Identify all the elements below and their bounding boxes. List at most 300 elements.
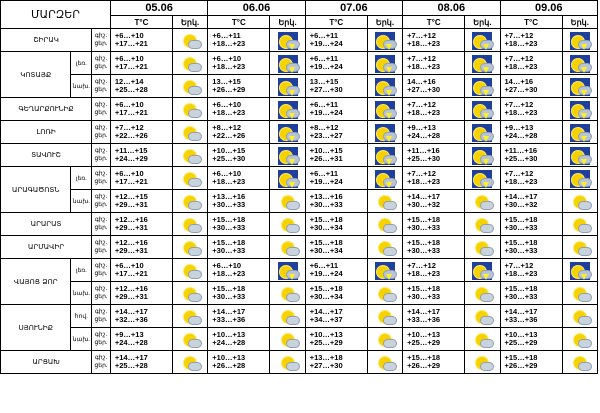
date-header: 05.06 [110,1,207,16]
night-temp: 12…+14 [114,77,144,86]
weather-cell [465,144,500,167]
region-name: ԱՐԱՐԱՏ [1,213,92,236]
day-temp: +29…+31 [114,200,148,209]
night-temp: +10…+13 [309,330,343,339]
weather-cell [465,29,500,52]
day-temp: +30…+33 [504,246,538,255]
temp-col-header: T°C [403,16,465,29]
temperature-cell [500,29,562,52]
weather-cell [173,98,208,121]
night-temp: +11…+16 [407,146,440,155]
weather-cell [270,190,305,213]
temperature-cell [403,121,465,144]
partly-cloudy-icon [375,331,395,349]
weather-cell [367,213,402,236]
night-temp: +11…+15 [114,146,148,155]
night-temp: +13…+16 [212,192,246,201]
day-label: ցեր. [94,179,108,185]
night-temp: +6…+11 [309,261,339,270]
day-temp: +29…+31 [114,246,148,255]
thunderstorm-icon [375,78,395,96]
temperature-cell [305,52,367,75]
weather-cell [367,98,402,121]
weather-cell [173,144,208,167]
night-temp: +15…+18 [407,353,441,362]
temperature-cell [110,259,172,282]
day-label: ցեր. [94,133,108,139]
night-temp: +7…+12 [407,31,436,40]
date-header: 09.06 [500,1,598,16]
temperature-cell [500,121,562,144]
temperature-cell [305,144,367,167]
partly-cloudy-icon [180,170,200,188]
temperature-cell [305,213,367,236]
time-labels [92,75,111,98]
weather-cell [367,236,402,259]
temperature-cell [500,328,562,351]
region-name: ԱՐՑԱԽ [1,351,92,374]
weather-cell [173,121,208,144]
weather-cell [270,213,305,236]
weather-cell [562,282,597,305]
day-temp: +18…+23 [504,39,538,48]
night-temp: +15…+18 [309,215,343,224]
night-temp: +15…+18 [309,238,343,247]
day-temp: +29…+31 [114,292,148,301]
weather-cell [367,259,402,282]
night-temp: +13…+16 [309,192,343,201]
night-temp: +6…+11 [212,31,241,40]
day-label: ցեր. [94,271,108,277]
temperature-cell [110,328,172,351]
day-temp: +18…+23 [212,269,246,278]
day-temp: +30…+33 [407,223,441,232]
night-temp: +7…+12 [504,169,534,178]
temperature-cell [403,29,465,52]
day-label: ցեր. [94,248,108,254]
night-temp: +14…+17 [212,307,246,316]
day-temp: +18…+23 [504,62,538,71]
night-temp: +6…+11 [309,31,339,40]
partly-cloudy-icon [180,147,200,165]
temperature-cell [208,75,270,98]
temp-col-header: T°C [305,16,367,29]
night-temp: +14…+17 [407,192,441,201]
thunderstorm-icon [375,55,395,73]
temperature-cell [110,167,172,190]
night-temp: +15…+18 [212,284,246,293]
day-temp: +24…+28 [504,131,538,140]
region-name: ՎԱՅՈՑ ՁՈՐ [1,259,71,305]
day-temp: +30…+34 [309,223,343,232]
temperature-cell [403,259,465,282]
night-label: գիշ. [94,355,108,361]
weather-cell [465,213,500,236]
day-temp: +24…+28 [407,131,441,140]
temperature-cell [208,351,270,374]
day-label: ցեր. [94,156,108,162]
night-temp: +14…+17 [504,307,538,316]
thunderstorm-icon [570,147,590,165]
day-temp: +30…+33 [504,223,538,232]
time-labels [92,144,111,167]
night-temp: +6…+10 [212,100,242,109]
partly-cloudy-icon [570,354,590,372]
thunderstorm-icon [472,55,492,73]
partly-cloudy-icon [180,331,200,349]
temperature-cell [208,98,270,121]
partly-cloudy-icon [278,308,298,326]
temperature-cell [305,351,367,374]
partly-cloudy-icon [278,285,298,303]
partly-cloudy-icon [472,239,492,257]
temperature-cell [110,29,172,52]
weather-cell [465,259,500,282]
weather-cell [270,98,305,121]
temperature-cell [403,52,465,75]
temperature-cell [403,75,465,98]
weather-cell [465,236,500,259]
day-temp: +18…+23 [504,269,538,278]
region-name: ԼՈՌԻ [1,121,92,144]
subregion-label: նախ. [71,328,92,351]
time-labels [92,167,111,190]
day-temp: +22…+26 [114,131,148,140]
weather-cell [465,282,500,305]
night-temp: +6…+11 [309,169,339,178]
partly-cloudy-icon [278,239,298,257]
weather-cell [465,351,500,374]
temperature-cell [110,98,172,121]
day-temp: +34…+37 [309,315,343,324]
night-temp: +7…+12 [504,100,534,109]
subregion-label: նախ. [71,190,92,213]
region-name: ԱՐԱԳԱԾՈՏՆ [1,167,71,213]
temp-col-header: T°C [500,16,562,29]
partly-cloudy-icon [375,308,395,326]
weather-cell [173,282,208,305]
weather-cell [270,328,305,351]
forecast-row [1,98,598,121]
night-temp: +6…+10 [212,54,242,63]
day-temp: +24…+28 [114,338,148,347]
temperature-cell [403,144,465,167]
temperature-cell [305,190,367,213]
day-temp: +18…+23 [407,177,441,186]
temperature-cell [208,121,270,144]
day-label: ցեր. [94,363,108,369]
temperature-cell [208,144,270,167]
thunderstorm-icon [472,32,492,50]
temperature-cell [403,167,465,190]
thunderstorm-icon [278,170,298,188]
day-label: ցեր. [94,110,108,116]
partly-cloudy-icon [180,101,200,119]
partly-cloudy-icon [180,55,200,73]
forecast-row [1,75,598,98]
region-name: ՏԱՎՈՒՇ [1,144,92,167]
partly-cloudy-icon [570,239,590,257]
forecast-row [1,259,598,282]
day-temp: +18…+23 [504,108,538,117]
partly-cloudy-icon [570,193,590,211]
day-temp: +17…+21 [114,39,148,48]
thunderstorm-icon [570,101,590,119]
date-header: 08.06 [403,1,500,16]
time-labels [92,52,111,75]
day-temp: +27…+30 [407,85,441,94]
night-temp: +15…+18 [212,215,246,224]
night-temp: +15…+18 [504,215,538,224]
weather-cell [270,29,305,52]
thunderstorm-icon [570,124,590,142]
time-labels [92,98,111,121]
weather-cell [562,98,597,121]
day-temp: +18…+23 [407,269,441,278]
thunderstorm-icon [278,147,298,165]
night-temp: +8…+12 [309,123,339,132]
night-temp: +14…+17 [407,307,441,316]
temperature-cell [403,213,465,236]
night-temp: 13…+15 [309,77,339,86]
weather-cell [173,259,208,282]
region-name: ԿՈՏԱՅՔ [1,52,71,98]
day-temp: +19…+24 [309,62,343,71]
night-temp: +7…+12 [504,54,534,63]
weather-cell [270,236,305,259]
weather-cell [173,328,208,351]
weather-cell [367,305,402,328]
day-temp: +19…+24 [309,177,343,186]
weather-cell [270,121,305,144]
partly-cloudy-icon [180,32,200,50]
night-temp: +15…+18 [504,284,538,293]
temperature-cell [403,328,465,351]
subregion-label: նախ. [71,75,92,98]
temperature-cell [500,213,562,236]
region-name: ՇԻՐԱԿ [1,29,92,52]
temperature-cell [500,236,562,259]
night-label: գիշ. [94,56,108,62]
temperature-cell [305,167,367,190]
night-temp: +10…+15 [309,146,343,155]
partly-cloudy-icon [278,354,298,372]
night-temp: +6…+10 [114,100,144,109]
temperature-cell [305,236,367,259]
weather-cell [465,121,500,144]
weather-cell [173,213,208,236]
temperature-cell [500,75,562,98]
weather-cell [465,98,500,121]
weather-cell [367,75,402,98]
weather-cell [562,236,597,259]
temperature-cell [500,52,562,75]
night-temp: +6…+10 [114,169,144,178]
time-labels [92,213,111,236]
day-temp: +33…+36 [212,315,246,324]
weather-col-header: Երկ. [270,16,305,29]
night-temp: +6…+10 [114,54,144,63]
forecast-row [1,236,598,259]
day-temp: +25…+29 [407,338,441,347]
night-label: գիշ. [94,102,108,108]
time-labels [92,259,111,282]
weather-cell [173,75,208,98]
night-temp: +15…+18 [407,238,441,247]
partly-cloudy-icon [180,239,200,257]
night-label: գիշ. [94,263,108,269]
weather-cell [562,213,597,236]
night-label: գիշ. [94,33,108,39]
day-temp: +23…+27 [309,131,343,140]
night-temp: +6…+11 [309,54,339,63]
day-temp: +29…+31 [114,223,148,232]
day-temp: +25…+30 [504,154,538,163]
temperature-cell [110,144,172,167]
weather-cell [270,305,305,328]
thunderstorm-icon [375,170,395,188]
day-temp: +18…+23 [212,108,246,117]
night-temp: +14…+17 [504,192,538,201]
thunderstorm-icon [278,101,298,119]
temperature-cell [403,190,465,213]
night-temp: +6…+11 [309,100,339,109]
thunderstorm-icon [375,147,395,165]
night-temp: +7…+12 [114,123,144,132]
weather-cell [173,167,208,190]
night-temp: +15…+18 [407,215,441,224]
night-label: գիշ. [94,309,108,315]
night-label: գիշ. [94,148,108,154]
weather-cell [367,29,402,52]
weather-cell [562,259,597,282]
partly-cloudy-icon [278,216,298,234]
subregion-label: լեռ. [71,52,92,75]
day-label: ցեր. [94,340,108,346]
day-temp: +30…+33 [212,292,246,301]
day-temp: +27…+30 [309,85,343,94]
time-labels [92,305,111,328]
weather-cell [562,52,597,75]
weather-cell [562,144,597,167]
day-temp: +32…+36 [114,315,148,324]
night-temp: +9…+13 [114,330,144,339]
partly-cloudy-icon [375,216,395,234]
weather-cell [465,328,500,351]
temperature-cell [208,190,270,213]
regions-header: ՄԱՐԶԵՐ [1,1,111,29]
night-temp: +14…+17 [114,307,148,316]
weather-col-header: Երկ. [173,16,208,29]
temperature-cell [110,351,172,374]
day-label: ցեր. [94,64,108,70]
day-temp: +24…+29 [114,154,148,163]
night-label: գիշ. [94,171,108,177]
forecast-row [1,190,598,213]
night-temp: +7…+12 [407,100,436,109]
forecast-row [1,305,598,328]
time-labels [92,190,111,213]
night-label: գիշ. [94,286,108,292]
temperature-cell [500,190,562,213]
partly-cloudy-icon [570,285,590,303]
day-temp: +19…+24 [309,269,343,278]
day-temp: +33…+36 [407,315,441,324]
day-temp: +30…+33 [212,200,246,209]
night-temp: +15…+18 [407,284,441,293]
partly-cloudy-icon [180,193,200,211]
thunderstorm-icon [375,101,395,119]
thunderstorm-icon [570,55,590,73]
day-temp: +30…+33 [407,246,441,255]
weather-cell [465,305,500,328]
weather-cell [562,351,597,374]
thunderstorm-icon [570,78,590,96]
temperature-cell [110,236,172,259]
night-temp: +7…+12 [504,261,534,270]
temperature-cell [403,282,465,305]
forecast-row [1,29,598,52]
temperature-cell [208,282,270,305]
region-name: ՍՅՈՒՆԻՔ [1,305,71,351]
subregion-label: նախ. [71,282,92,305]
weather-cell [270,351,305,374]
forecast-row [1,328,598,351]
temperature-cell [110,282,172,305]
temperature-cell [403,98,465,121]
night-temp: 14…+16 [407,77,436,86]
night-temp: +7…+12 [504,31,534,40]
weather-cell [562,328,597,351]
weather-cell [465,75,500,98]
partly-cloudy-icon [570,308,590,326]
day-temp: +26…+29 [504,361,538,370]
weather-cell [367,190,402,213]
temperature-cell [500,351,562,374]
day-temp: +26…+28 [212,361,246,370]
day-temp: +33…+36 [504,315,538,324]
thunderstorm-icon [375,262,395,280]
time-labels [92,282,111,305]
night-temp: +14…+17 [309,307,343,316]
thunderstorm-icon [472,262,492,280]
night-temp: +14…+17 [114,353,148,362]
temperature-cell [110,121,172,144]
weather-cell [465,190,500,213]
day-temp: +25…+29 [309,338,343,347]
day-temp: +22…+26 [212,131,246,140]
temperature-cell [500,98,562,121]
temperature-cell [500,282,562,305]
partly-cloudy-icon [472,331,492,349]
day-temp: +25…+29 [504,338,538,347]
weather-cell [562,167,597,190]
weather-col-header: Երկ. [465,16,500,29]
day-temp: +18…+23 [407,62,441,71]
day-temp: +30…+32 [407,200,441,209]
weather-cell [270,75,305,98]
temperature-cell [500,259,562,282]
weather-cell [173,236,208,259]
weather-cell [367,144,402,167]
day-temp: +30…+33 [504,292,538,301]
partly-cloudy-icon [472,285,492,303]
night-temp: +7…+12 [407,169,436,178]
weather-cell [173,351,208,374]
temperature-cell [110,52,172,75]
forecast-row [1,282,598,305]
night-temp: +7…+12 [407,54,436,63]
